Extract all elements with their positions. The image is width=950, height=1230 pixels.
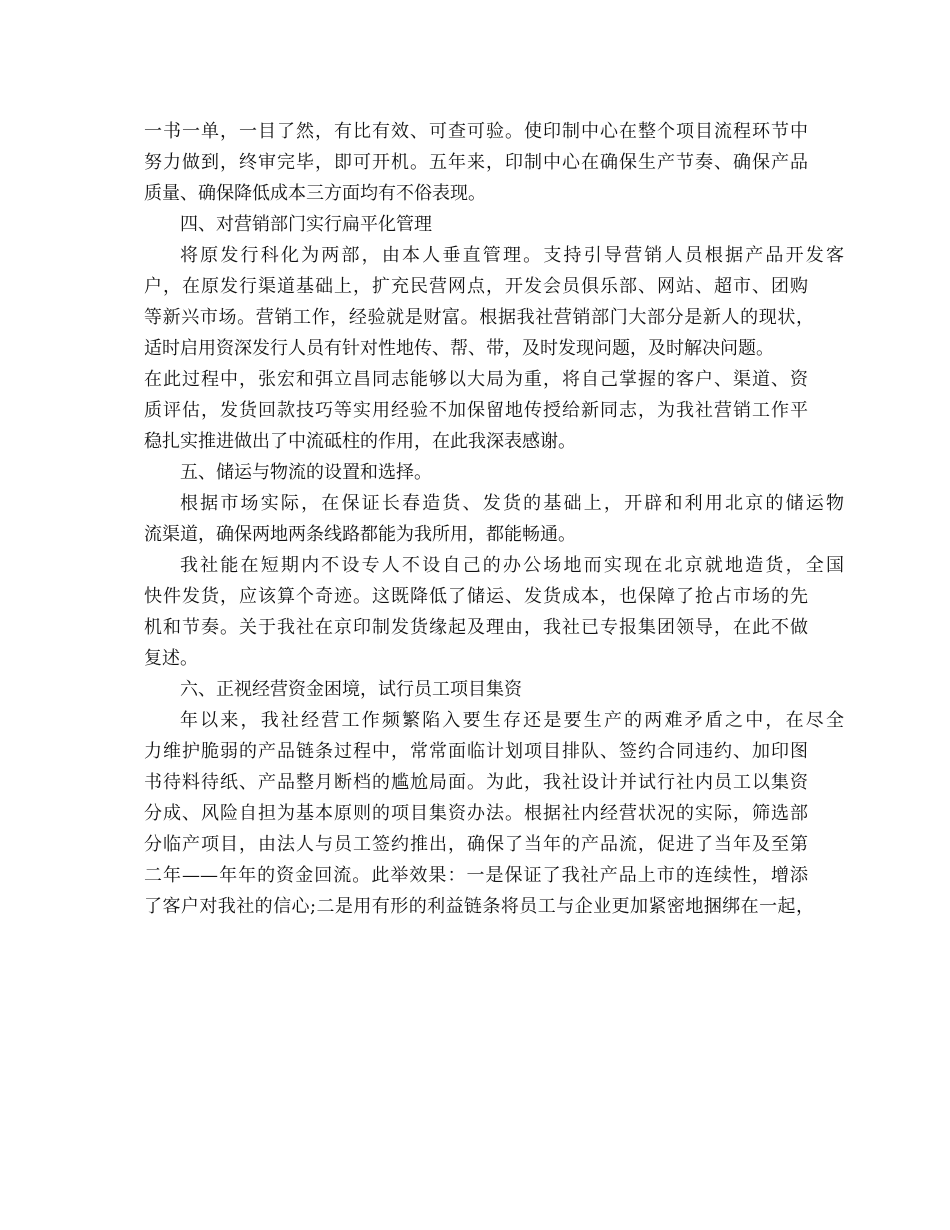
paragraph-line: 努力做到，终审完毕，即可开机。五年来，印制中心在确保生产节奏、确保产品 [144, 152, 808, 173]
paragraph-line: 在此过程中，张宏和弭立昌同志能够以大局为重，将自己掌握的客户、渠道、资 [144, 369, 808, 390]
paragraph-line: 流渠道，确保两地两条线路都能为我所用，都能畅通。 [144, 524, 576, 545]
paragraph-line: 适时启用资深发行人员有针对性地传、帮、带，及时发现问题，及时解决问题。 [144, 338, 774, 359]
paragraph-line: 力维护脆弱的产品链条过程中，常常面临计划项目排队、签约合同违约、加印图 [144, 741, 808, 762]
section-heading: 四、对营销部门实行扁平化管理 [180, 214, 432, 235]
paragraph-line: 分临产项目，由法人与员工签约推出，确保了当年的产品流，促进了当年及至第 [144, 834, 808, 855]
paragraph-line: 质评估，发货回款技巧等实用经验不加保留地传授给新同志，为我社营销工作平 [144, 400, 808, 421]
paragraph-line: 快件发货，应该算个奇迹。这既降低了储运、发货成本，也保障了抢占市场的先 [144, 586, 808, 607]
paragraph-line: 将原发行科化为两部，由本人垂直管理。支持引导营销人员根据产品开发客 [180, 245, 844, 266]
section-heading: 六、正视经营资金困境，试行员工项目集资 [180, 679, 522, 700]
paragraph-line: 年以来，我社经营工作频繁陷入要生存还是要生产的两难矛盾之中，在尽全 [180, 710, 844, 731]
paragraph-line: 根据市场实际，在保证长春造货、发货的基础上，开辟和利用北京的储运物 [180, 493, 844, 514]
paragraph-line: 稳扎实推进做出了中流砥柱的作用，在此我深表感谢。 [144, 431, 576, 452]
paragraph-line: 我社能在短期内不设专人不设自己的办公场地而实现在北京就地造货，全国 [180, 555, 844, 576]
paragraph-line: 机和节奏。关于我社在京印制发货缘起及理由，我社已专报集团领导，在此不做 [144, 617, 808, 638]
paragraph-line: 户，在原发行渠道基础上，扩充民营网点，开发会员俱乐部、网站、超市、团购 [144, 276, 808, 297]
paragraph-line: 复述。 [144, 648, 198, 669]
paragraph-line: 分成、风险自担为基本原则的项目集资办法。根据社内经营状况的实际，筛选部 [144, 803, 808, 824]
paragraph-line: 书待料待纸、产品整月断档的尴尬局面。为此，我社设计并试行社内员工以集资 [144, 772, 808, 793]
paragraph-line: 二年——年年的资金回流。此举效果：一是保证了我社产品上市的连续性，增添 [144, 865, 808, 886]
paragraph-line: 一书一单，一目了然，有比有效、可查可验。使印制中心在整个项目流程环节中 [144, 121, 808, 142]
paragraph-line: 等新兴市场。营销工作，经验就是财富。根据我社营销部门大部分是新人的现状， [144, 307, 814, 328]
paragraph-line: 质量、确保降低成本三方面均有不俗表现。 [144, 183, 486, 204]
document-body [144, 116, 844, 922]
section-heading: 五、储运与物流的设置和选择。 [180, 462, 432, 483]
paragraph-line: 了客户对我社的信心;二是用有形的利益链条将员工与企业更加紧密地捆绑在一起， [144, 896, 814, 917]
